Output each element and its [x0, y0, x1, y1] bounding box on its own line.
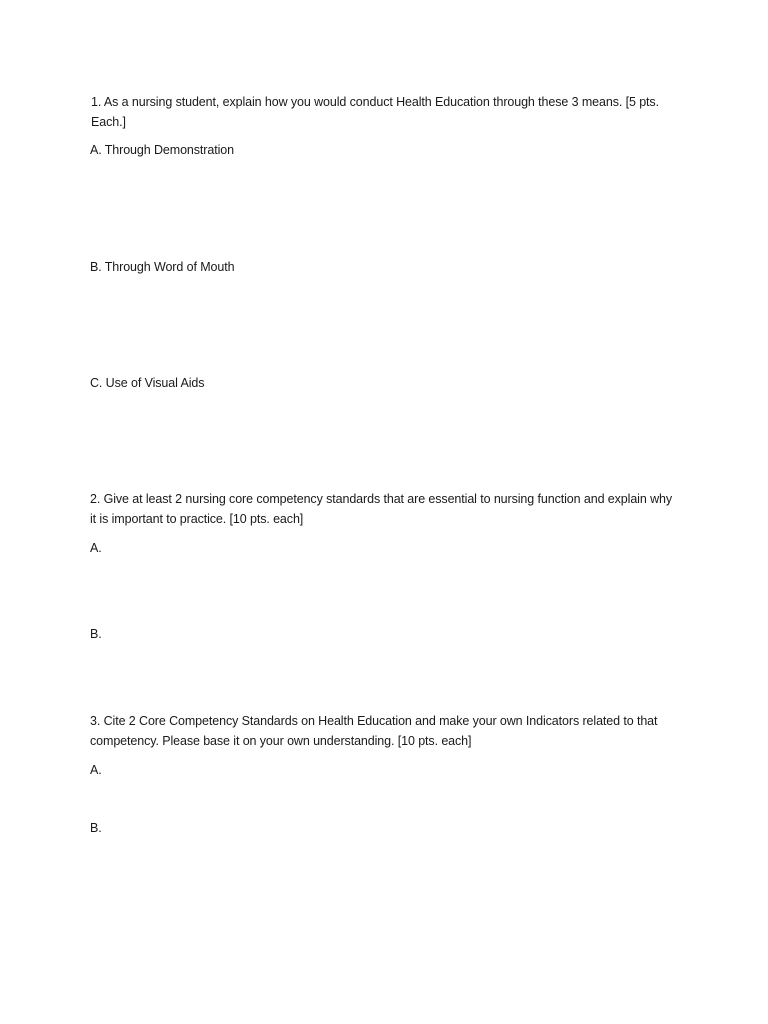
question-3-prompt: 3. Cite 2 Core Competency Standards on Health Education and make your own Indicators related to that competency. Please base it on your own understanding. [10 pts. each] — [90, 714, 658, 748]
question-2-item-a: A. — [90, 541, 102, 555]
question-3-item-b: B. — [90, 821, 102, 835]
question-2-prompt: 2. Give at least 2 nursing core competency standards that are essential to nursing function and explain why it is important to practice. [10 pts. each] — [90, 492, 673, 526]
question-1-prompt: 1. As a nursing student, explain how you would conduct Health Education through these 3 means. [5 pts. Each.] — [91, 95, 659, 129]
question-1-item-a: A. Through Demonstration — [90, 143, 234, 157]
question-1-item-b: B. Through Word of Mouth — [90, 260, 235, 274]
question-2-item-b: B. — [90, 627, 102, 641]
question-3-item-a: A. — [90, 763, 102, 777]
question-1-item-c: C. Use of Visual Aids — [90, 376, 205, 390]
